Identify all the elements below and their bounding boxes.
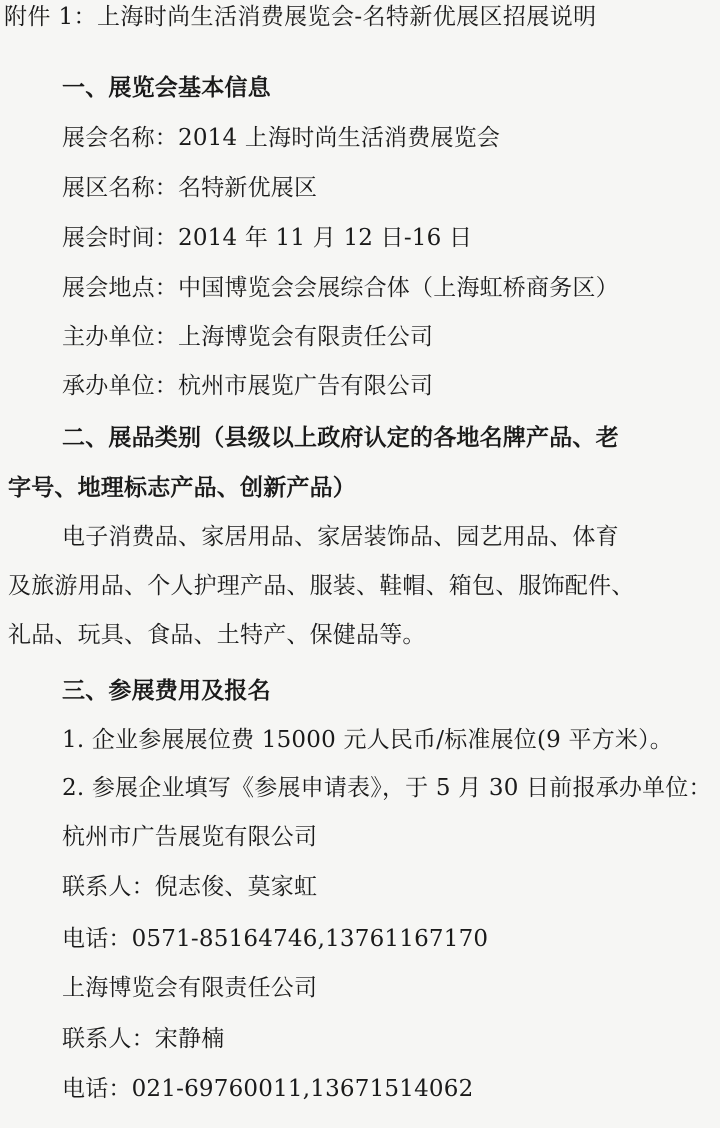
section2-body-line3: 礼品、玩具、食品、土特产、保健品等。 <box>8 622 426 648</box>
company2-name: 上海博览会有限责任公司 <box>62 975 318 1001</box>
registration-item: 2. 参展企业填写《参展申请表》，于 5 月 30 日前报承办单位： <box>62 775 712 801</box>
organizer: 主办单位：上海博览会有限责任公司 <box>62 324 434 350</box>
exhibition-name: 展会名称：2014 上海时尚生活消费展览会 <box>62 125 501 151</box>
company2-contact: 联系人：宋静楠 <box>62 1026 225 1052</box>
company1-phone: 电话：0571-85164746,13761167170 <box>62 926 489 952</box>
document-title: 附件 1：上海时尚生活消费展览会-名特新优展区招展说明 <box>4 4 597 30</box>
exhibition-time: 展会时间：2014 年 11 月 12 日-16 日 <box>62 225 473 251</box>
exhibition-venue: 展会地点：中国博览会会展综合体（上海虹桥商务区） <box>62 275 619 301</box>
section1-heading: 一、展览会基本信息 <box>62 74 271 101</box>
company1-name: 杭州市广告展览有限公司 <box>62 824 318 850</box>
undertaker: 承办单位：杭州市展览广告有限公司 <box>62 373 434 399</box>
section2-heading-line2: 字号、地理标志产品、创新产品） <box>8 474 356 501</box>
section3-heading: 三、参展费用及报名 <box>62 677 271 704</box>
section2-body-line2: 及旅游用品、个人护理产品、服装、鞋帽、箱包、服饰配件、 <box>8 573 635 599</box>
company2-phone: 电话：021-69760011,13671514062 <box>62 1076 474 1102</box>
fee-item: 1. 企业参展展位费 15000 元人民币/标准展位(9 平方米）。 <box>62 727 674 753</box>
company1-contact: 联系人：倪志俊、莫家虹 <box>62 874 318 900</box>
section2-heading-line1: 二、展品类别（县级以上政府认定的各地名牌产品、老 <box>62 424 619 451</box>
zone-name: 展区名称：名特新优展区 <box>62 175 318 201</box>
section2-body-line1: 电子消费品、家居用品、家居装饰品、园艺用品、体育 <box>62 524 619 550</box>
